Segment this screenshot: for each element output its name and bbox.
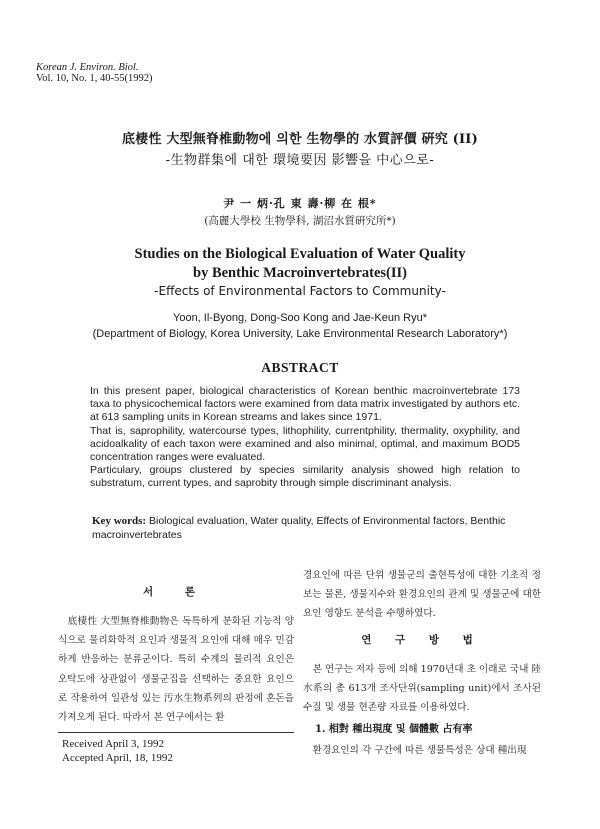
korean-title: 底棲性 大型無脊椎動物에 의한 生物學的 水質評價 硏究 (II) bbox=[122, 132, 478, 147]
subsection-heading: 1. 相對 種出現度 및 個體數 占有率 bbox=[315, 724, 473, 735]
english-title-line1: Studies on the Biological Evaluation of Water Quality bbox=[134, 246, 466, 262]
abstract-heading: ABSTRACT bbox=[261, 360, 339, 375]
right-column-top bbox=[303, 566, 541, 624]
intro-heading: 서 론 bbox=[143, 586, 209, 598]
accepted-date: Accepted April, 18, 1992 bbox=[62, 752, 173, 764]
keywords-label: Key words: bbox=[92, 515, 147, 527]
received-date: Received April 3, 1992 bbox=[62, 738, 165, 750]
journal-volume: Vol. 10, No. 1, 40-55(1992) bbox=[36, 73, 153, 84]
journal-citation bbox=[36, 62, 152, 84]
english-subtitle: -Effects of Environmental Factors to Community- bbox=[154, 284, 446, 298]
methods-paragraph: 본 연구는 저자 등에 의해 1970년대 초 이래로 국내 陸水系의 총 613개 조사단위(sampling unit)에서 조사된 수질 및 생물 현존량 자료를 이용하였다. bbox=[303, 664, 541, 714]
english-authors: Yoon, Il-Byong, Dong-Soo Kong and Jae-Keun Ryu* bbox=[173, 312, 427, 324]
abstract-paragraph-1: In this present paper, biological characteristics of Korean benthic macroinvertebrate 173 taxa to physicochemical factors were examined from data matrix investigated by authors etc. at 613 sampling units in Korean streams and lakes since 1971. bbox=[90, 385, 520, 424]
korean-subtitle: -生物群集에 대한 環境要因 影響을 中心으로- bbox=[165, 153, 435, 168]
subsection-column bbox=[303, 741, 541, 760]
keywords bbox=[92, 514, 512, 542]
abstract-paragraph-2: That is, saprophility, watercourse types, lithophility, currentphility, thermality, oxyphility, and acidoalkality of each taxon were examined and also minimal, optimal, and maximum BOD5 concentration ranges were evaluated. bbox=[90, 424, 520, 464]
footnote-divider bbox=[58, 732, 294, 733]
intro-column bbox=[58, 612, 294, 727]
methods-column bbox=[303, 660, 541, 718]
english-title-line2: by Benthic Macroinvertebrates(II) bbox=[193, 265, 407, 281]
methods-heading: 연 구 방 법 bbox=[361, 634, 483, 646]
subsection-paragraph: 환경요인의 각 구간에 따른 생물특성은 상대 種出現 bbox=[312, 745, 527, 756]
english-affiliation: (Department of Biology, Korea University, Lake Environmental Research Laboratory*) bbox=[92, 328, 508, 340]
journal-name: Korean J. Environ. Biol. bbox=[36, 62, 139, 73]
received-dates bbox=[62, 737, 173, 765]
korean-authors: 尹 一 炳·孔 東 壽·柳 在 根* bbox=[223, 197, 377, 210]
intro-paragraph: 底棲性 大型無脊椎動物은 독특하게 분화된 기능적 양식으로 물리화학적 요인과 생물적 요인에 대해 매우 민감하게 반응하는 분류군이다. 특히 수계의 물리적 요인은 오탁도에 상관없이 생물군집을 선택하는 중요한 요인으로 작용하여 일관성 있는 汚水生物系列의 판정에 혼돈을 가져오게 된다. 따라서 본 연구에서는 환 bbox=[58, 616, 294, 724]
korean-affiliation: (高麗大學校 生物學科, 湖沼水質硏究所*) bbox=[204, 215, 396, 227]
abstract-paragraph-3: Particulary, groups clustered by species similarity analysis showed high relation to substratum, current types, and saprobity through simple discriminant analysis. bbox=[90, 464, 520, 490]
keywords-text: Biological evaluation, Water quality, Effects of Environmental factors, Benthic macroinvertebrates bbox=[92, 515, 506, 541]
intro-continued: 경요인에 따른 단위 생물군의 출현특성에 대한 기초적 정보는 물론, 생물지수와 환경요인의 관계 및 생물군에 대한 요인 영향도 분석을 수행하였다. bbox=[303, 570, 541, 620]
abstract-body bbox=[90, 385, 520, 491]
